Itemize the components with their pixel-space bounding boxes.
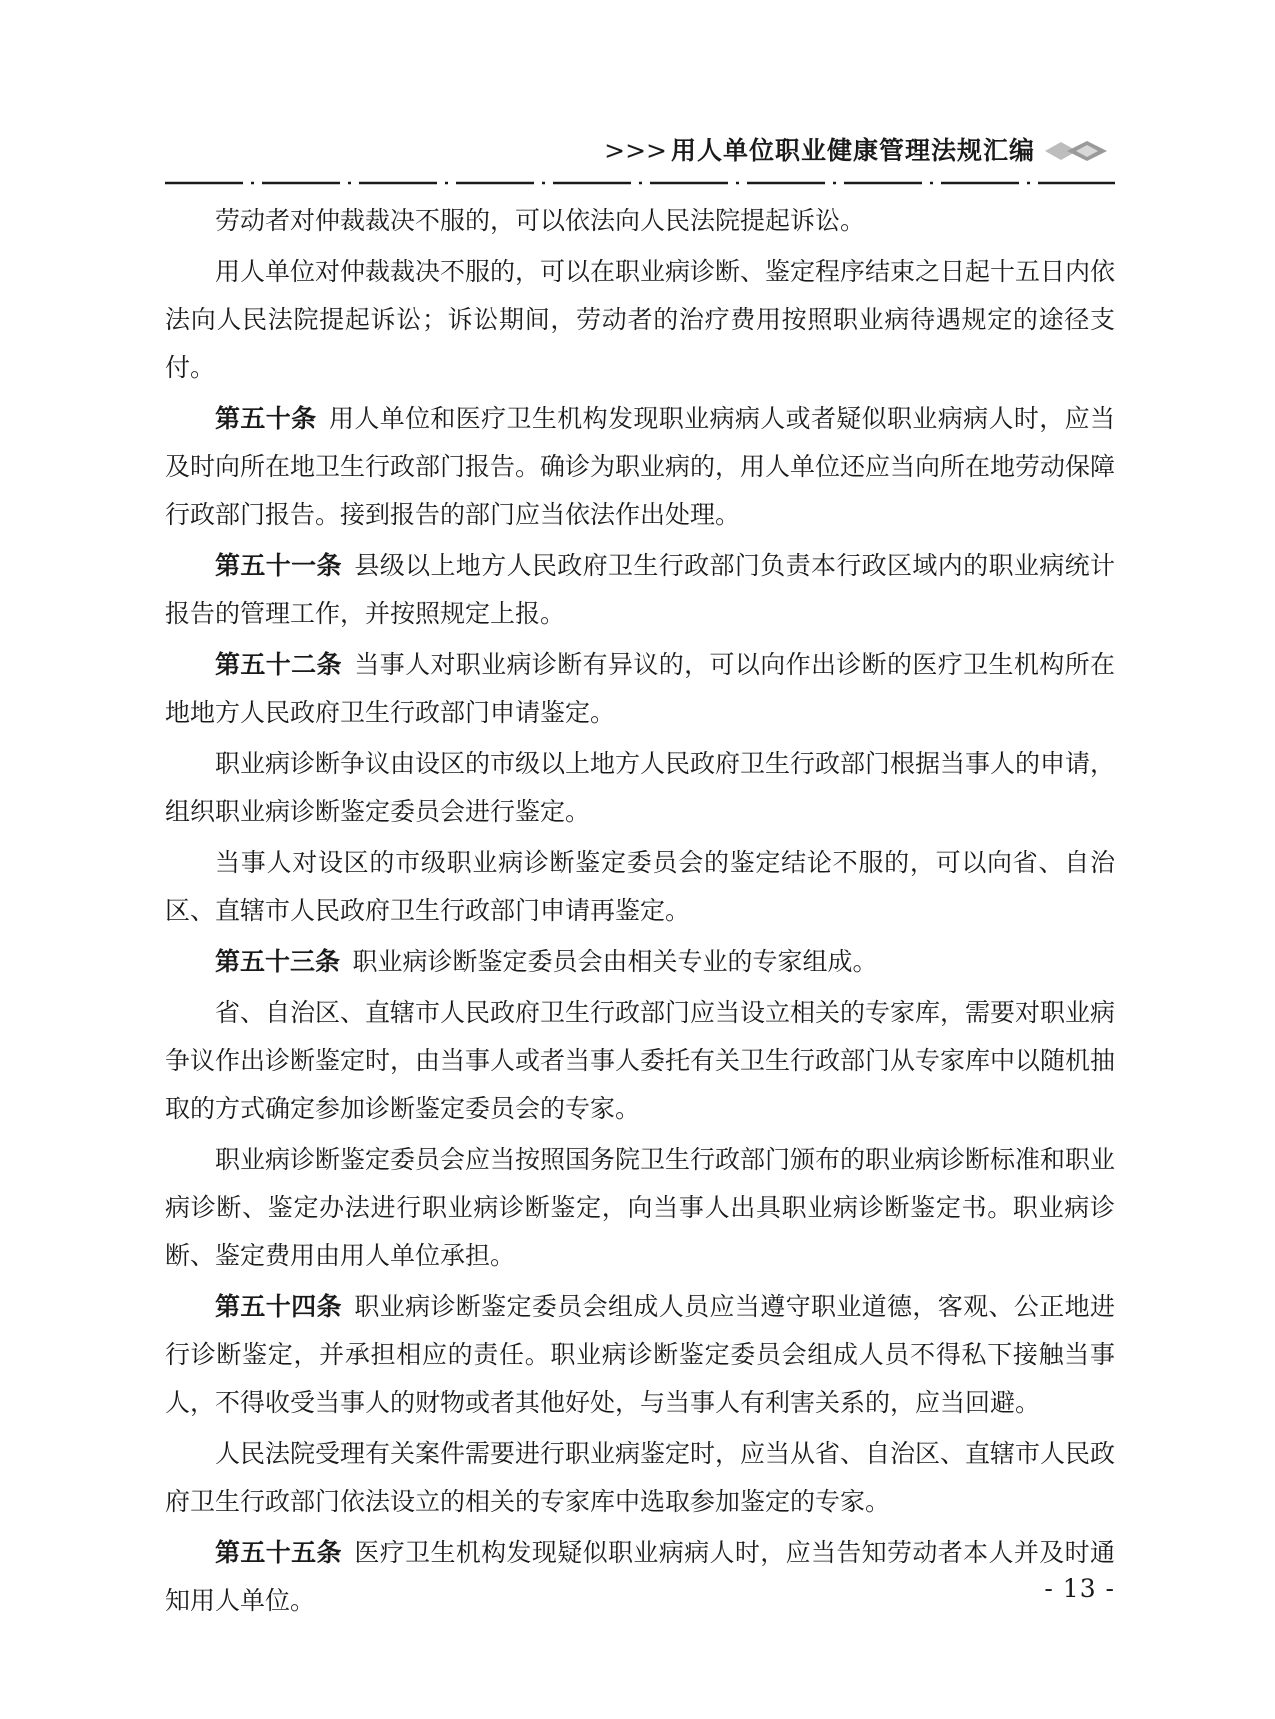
paragraph: 当事人对设区的市级职业病诊断鉴定委员会的鉴定结论不服的，可以向省、自治区、直辖市人民政府卫生行政部门申请再鉴定。: [165, 848, 1115, 925]
article-paragraph: 第五十二条 当事人对职业病诊断有异议的，可以向作出诊断的医疗卫生机构所在地地方人民政府卫生行政部门申请鉴定。: [165, 650, 1115, 727]
article-number: 第五十三条: [215, 947, 341, 976]
paragraph: 劳动者对仲裁裁决不服的，可以依法向人民法院提起诉讼。: [215, 206, 866, 235]
running-header: [165, 134, 1115, 174]
paragraph: 职业病诊断争议由设区的市级以上地方人民政府卫生行政部门根据当事人的申请，组织职业病诊断鉴定委员会进行鉴定。: [165, 749, 1116, 826]
article-number: 第五十四条: [215, 1292, 342, 1321]
header-rule: [165, 181, 1115, 185]
article-paragraph: 第五十三条 职业病诊断鉴定委员会由相关专业的专家组成。: [215, 947, 878, 976]
paragraph: 人民法院受理有关案件需要进行职业病鉴定时，应当从省、自治区、直辖市人民政府卫生行政部门依法设立的相关的专家库中选取参加鉴定的专家。: [165, 1439, 1116, 1516]
paragraph: 用人单位对仲裁裁决不服的，可以在职业病诊断、鉴定程序结束之日起十五日内依法向人民法院提起诉讼；诉讼期间，劳动者的治疗费用按照职业病待遇规定的途径支付。: [165, 257, 1116, 382]
article-number: 第五十五条: [215, 1538, 342, 1567]
article-paragraph: 第五十四条 职业病诊断鉴定委员会组成人员应当遵守职业道德，客观、公正地进行诊断鉴定，并承担相应的责任。职业病诊断鉴定委员会组成人员不得私下接触当事人，不得收受当事人的财物或者其他好处，与当事人有利害关系的，应当回避。: [165, 1292, 1115, 1417]
paragraph: 职业病诊断鉴定委员会应当按照国务院卫生行政部门颁布的职业病诊断标准和职业病诊断、鉴定办法进行职业病诊断鉴定，向当事人出具职业病诊断鉴定书。职业病诊断、鉴定费用由用人单位承担。: [165, 1145, 1116, 1270]
header-arrows: >>>: [604, 136, 667, 165]
article-paragraph: 第五十五条 医疗卫生机构发现疑似职业病病人时，应当告知劳动者本人并及时通知用人单位。: [165, 1538, 1115, 1615]
header-title-text: 用人单位职业健康管理法规汇编: [670, 136, 1035, 165]
double-diamond-ornament-icon: [1043, 140, 1113, 162]
article-number: 第五十条: [215, 404, 317, 433]
document-body: [165, 197, 1115, 1625]
header-title: [604, 134, 1035, 168]
article-paragraph: 第五十条 用人单位和医疗卫生机构发现职业病病人或者疑似职业病病人时，应当及时向所在地卫生行政部门报告。确诊为职业病的，用人单位还应当向所在地劳动保障行政部门报告。接到报告的部门应当依法作出处理。: [165, 404, 1116, 529]
article-paragraph: 第五十一条 县级以上地方人民政府卫生行政部门负责本行政区域内的职业病统计报告的管理工作，并按照规定上报。: [165, 551, 1115, 628]
paragraph: 省、自治区、直辖市人民政府卫生行政部门应当设立相关的专家库，需要对职业病争议作出诊断鉴定时，由当事人或者当事人委托有关卫生行政部门从专家库中以随机抽取的方式确定参加诊断鉴定委员会的专家。: [165, 998, 1116, 1123]
page-number: - 13 -: [1044, 1574, 1115, 1603]
article-number: 第五十二条: [215, 650, 342, 679]
article-number: 第五十一条: [215, 551, 342, 580]
